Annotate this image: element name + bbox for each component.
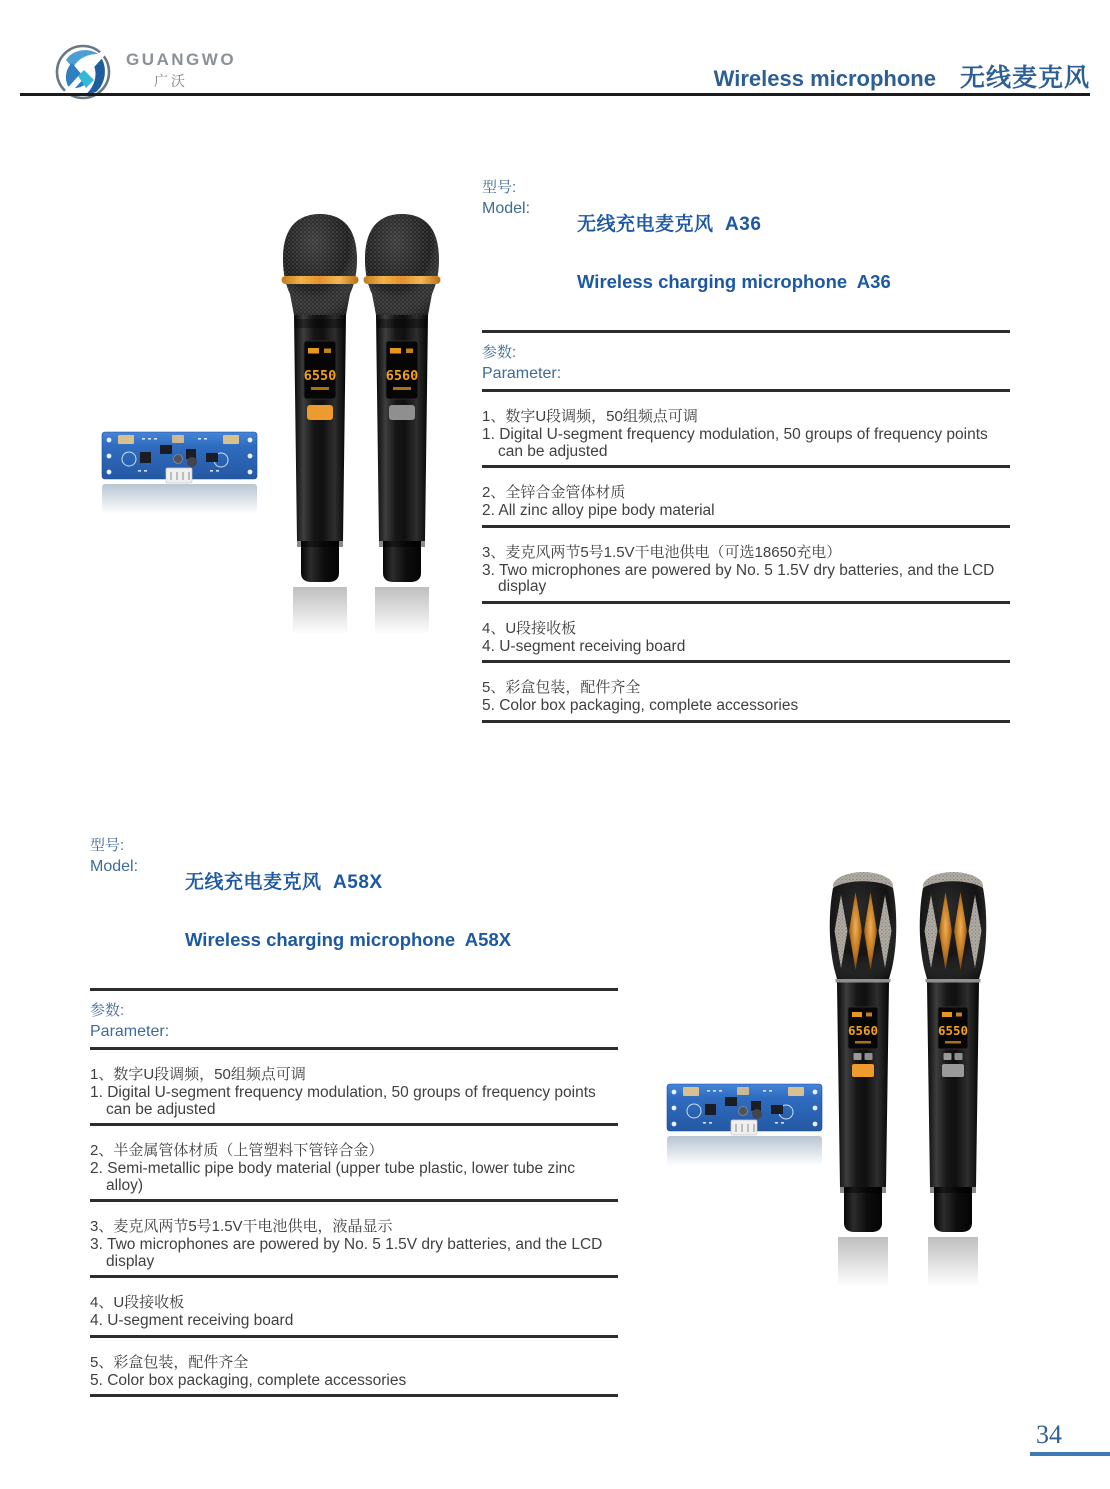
a36-right-frequency-display: 6560 (385, 368, 419, 384)
a36-spec-item-1: 1、数字U段调频，50组频点可调 1. Digital U-segment frequency modulation, 50 groups of frequency points can be adjusted (482, 408, 988, 460)
a36-microphone-right (364, 214, 441, 633)
brand-name-cn: 广沃 (154, 73, 188, 89)
a36-microphone-left (282, 214, 359, 633)
a36-left-power-button (307, 405, 333, 420)
a58x-spec-item-1: 1、数字U段调频，50组频点可调 1. Digital U-segment frequency modulation, 50 groups of frequency points can be adjusted (90, 1066, 596, 1118)
page-number-underline (1030, 1452, 1110, 1456)
divider (90, 988, 618, 991)
model-label-cn: 型号: (482, 179, 517, 196)
a36-model-row (482, 178, 1010, 329)
a36-parameter-heading (482, 343, 1010, 385)
a58x-microphone-right (920, 872, 987, 1287)
a58x-left-frequency-display: 6560 (847, 1023, 879, 1038)
a36-spec-item-5: 5、彩盒包装，配件齐全 5. Color box packaging, complete accessories (482, 679, 799, 714)
page-number: 34 (1036, 1420, 1062, 1449)
a58x-spec-item-4: 4、U段接收板 4. U-segment receiving board (90, 1294, 294, 1329)
a58x-parameter-heading (90, 1001, 618, 1043)
parameter-label-cn: 参数: (90, 1002, 125, 1019)
a58x-spec-item-2: 2、半金属管体材质（上管塑料下管锌合金） 2. Semi-metallic pipe body material (upper tube plastic, lower tube zinc alloy) (90, 1142, 576, 1194)
divider (90, 1394, 618, 1397)
a36-spec-item-2: 2、全锌合金管体材质 2. All zinc alloy pipe body material (482, 484, 715, 519)
parameter-label-cn: 参数: (482, 344, 517, 361)
model-label-cn: 型号: (90, 837, 125, 854)
header-divider (20, 93, 1090, 96)
a58x-product-name-en: Wireless charging microphone A58X (185, 929, 512, 950)
parameter-label-en: Parameter: (482, 365, 562, 382)
page-title-en: Wireless microphone (713, 66, 936, 91)
a58x-microphone-left (830, 872, 897, 1287)
divider (90, 1123, 618, 1126)
divider (90, 1199, 618, 1202)
a58x-receiver-board (667, 1084, 822, 1166)
a36-product-name-cn: 无线充电麦克风 A36 (577, 214, 762, 235)
divider (482, 465, 1010, 468)
product-section-a58x (90, 836, 618, 1397)
a58x-model-row (90, 836, 618, 987)
a58x-left-power-button (852, 1064, 874, 1077)
a58x-spec-item-3: 3、麦克风两节5号1.5V干电池供电，液晶显示 3. Two microphones are powered by No. 5 1.5V dry batteries, and the LCD display (90, 1218, 603, 1270)
a36-left-frequency-display: 6550 (303, 368, 337, 384)
divider (482, 330, 1010, 333)
divider (482, 525, 1010, 528)
a58x-right-frequency-display: 6550 (937, 1023, 969, 1038)
divider (482, 601, 1010, 604)
divider (482, 720, 1010, 723)
divider (482, 389, 1010, 392)
brand-name: GUANGWO (126, 50, 237, 69)
a36-right-power-button (389, 405, 415, 420)
product-section-a36 (482, 178, 1010, 723)
parameter-label-en: Parameter: (90, 1023, 170, 1040)
a58x-right-power-button (942, 1064, 964, 1077)
model-label-en: Model: (90, 858, 139, 875)
page-title-cn: 无线麦克风 (959, 64, 1090, 92)
page-title (714, 58, 1090, 94)
a36-spec-item-4: 4、U段接收板 4. U-segment receiving board (482, 619, 686, 655)
a36-product-name-en: Wireless charging microphone A36 (577, 271, 891, 292)
divider (90, 1275, 618, 1278)
a58x-product-name-cn: 无线充电麦克风 A58X (185, 872, 383, 893)
divider (90, 1335, 618, 1338)
a58x-product-image (655, 868, 1055, 1298)
a36-receiver-board (102, 432, 257, 514)
a36-product-image (88, 213, 460, 633)
a36-spec-item-3: 3、麦克风两节5号1.5V干电池供电（可选18650充电） 3. Two microphones are powered by No. 5 1.5V dry batteries, and the LCD display (482, 543, 995, 595)
divider (482, 660, 1010, 663)
a58x-spec-item-5: 5、彩盒包装，配件齐全 5. Color box packaging, complete accessories (90, 1353, 407, 1389)
model-label-en: Model: (482, 200, 531, 217)
divider (90, 1047, 618, 1050)
